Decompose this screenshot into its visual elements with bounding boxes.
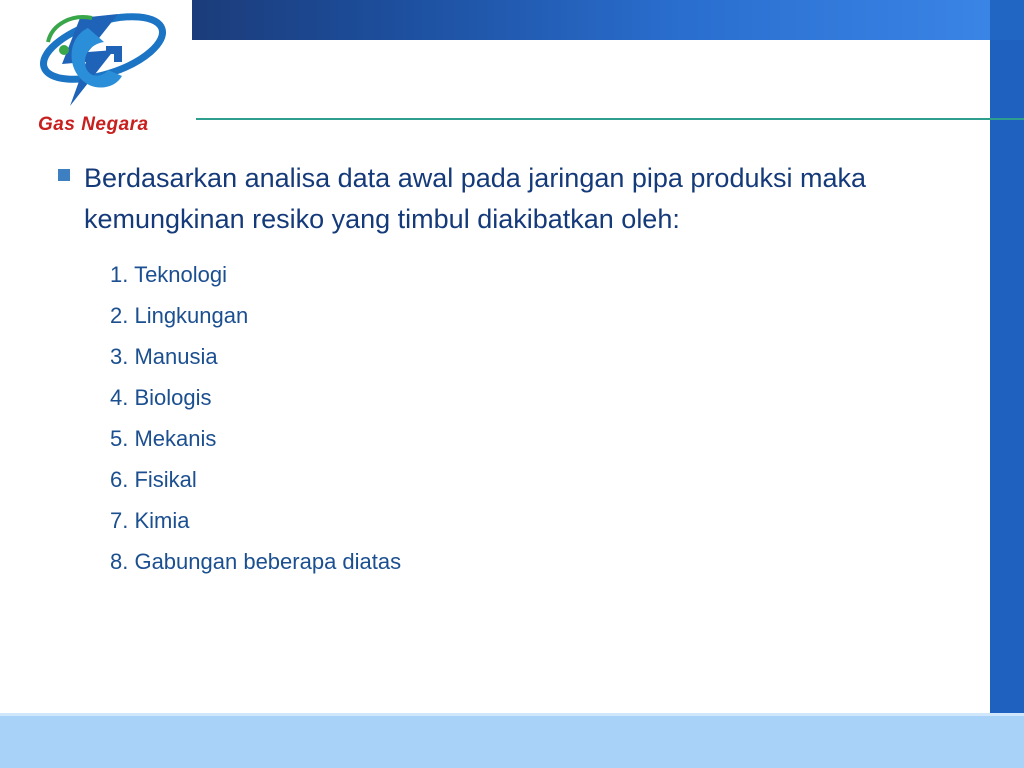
list-item: 3. Manusia <box>110 344 218 369</box>
pgn-logo-icon <box>18 6 188 116</box>
right-accent-bar-inner <box>990 40 1024 745</box>
logo-wordmark: Gas Negara <box>38 114 149 135</box>
list-item: 4. Biologis <box>110 385 212 410</box>
bullet-text: Berdasarkan analisa data awal pada jaringan pipa produksi maka kemungkinan resiko yang timbul diakibatkan oleh: <box>84 163 866 234</box>
bullet-square-icon <box>58 158 84 181</box>
bullet-paragraph <box>58 158 938 240</box>
list-item: 1. Teknologi <box>110 262 228 287</box>
list-item: 2. Lingkungan <box>110 303 249 328</box>
company-logo <box>18 6 188 135</box>
header-divider <box>196 118 1024 120</box>
footer-band <box>0 716 1024 768</box>
top-gradient-band <box>192 0 1024 40</box>
list-item: 5. Mekanis <box>110 426 217 451</box>
slide-content <box>58 158 938 582</box>
list-item: 6. Fisikal <box>110 467 197 492</box>
list-item: 8. Gabungan beberapa diatas <box>110 549 402 574</box>
numbered-list <box>110 254 938 582</box>
list-item: 7. Kimia <box>110 508 190 533</box>
